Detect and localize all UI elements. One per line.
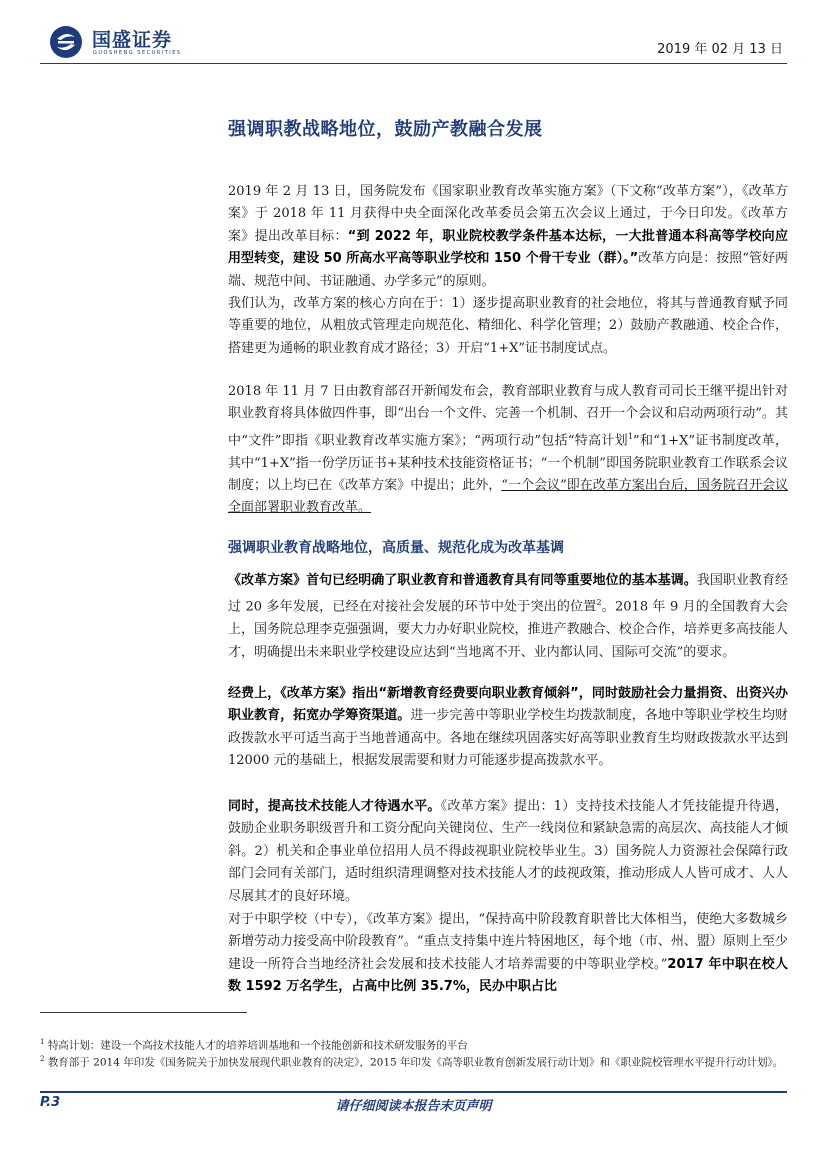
- paragraph-4: [228, 570, 788, 664]
- footnote-1-number: 1: [40, 1038, 45, 1046]
- p1-text-c: 改革方向是：按照“管好两端、规范中间、书证融通、办学多元”的原则。: [228, 251, 788, 289]
- p3-text-b: ”和“1+X”证书制度改革，其中“1+X”指一份学历证书+某种技术技能资格证书；“一个机制”即国务院职业教育工作联系会议制度；以上均已在《改革方案》中提出；此外，: [228, 433, 788, 493]
- report-date: 2019 年 02 月 13 日: [657, 42, 783, 57]
- paragraph-5: [228, 683, 788, 773]
- p7-bold-stat: 2017 年中职在校人数 1592 万名学生，占高中比例 35.7%，民办中职占比: [228, 956, 788, 995]
- page-title: 强调职教战略地位，鼓励产教融合发展: [228, 119, 543, 140]
- footnote-2-text: 教育部于 2014 年印发《国务院关于加快发展现代职业教育的决定》，2015 年印发《高等职业教育创新发展行动计划》和《职业院校管理水平提升行动计划》。: [47, 1056, 784, 1069]
- p4-text-a: 我国职业教育经过 20 多年发展，已经在对接社会发展的环节中处于突出的位置: [228, 573, 788, 615]
- footnote-ref-2[interactable]: 2: [596, 598, 602, 608]
- p6-text-a: 《改革方案》提出：1）支持技术技能人才凭技能提升待遇，鼓励企业职务职级晋升和工资分配向关键岗位、生产一线岗位和紧缺急需的高层次、高技能人才倾斜。2）机关和企事业单位招用人员不得歧视职业院校毕业生。3）国务院人力资源社会保障行政部门会同有关部门，适时组织清理调整对技术技能人才的歧视政策，推动形成人人皆可成才、人人尽展其才的良好环境。: [228, 799, 788, 904]
- brand-name: 国盛证券: [92, 29, 173, 51]
- paragraph-3: [228, 381, 788, 520]
- page-header: [40, 20, 787, 64]
- footnote-2: [40, 1051, 787, 1072]
- guosheng-logo-icon: [48, 24, 84, 60]
- page-number: P.3: [40, 1095, 61, 1110]
- p1-text-a: 2019 年 2 月 13 日，国务院发布《国家职业教育改革实施方案》（下文称“改革方案”），《改革方案》于 2018 年 11 月获得中央全面深化改革委员会第五次会议上通过，于今日印发。《改革方案》提出改革目标：: [228, 184, 788, 244]
- paragraph-6: [228, 796, 788, 908]
- paragraph-2: 我们认为，改革方案的核心方向在于：1）逐步提高职业教育的社会地位，将其与普通教育赋予同等重要的地位，从粗放式管理走向规范化、精细化、科学化管理；2）鼓励产教融通、校企合作，搭建更为通畅的职业教育成才路径；3）开启“1+X”证书制度试点。: [228, 296, 788, 356]
- p4-text-c: 。2018 年 9 月的全国教育大会上，国务院总理李克强强调，要大力办好职业院校，推进产教融合、校企合作，培养更多高技能人才，明确提出未来职业学校建设应达到“当地离不开、业内都认同、国际可交流”的要求。: [228, 599, 788, 660]
- p1-bold-goal: “到 2022 年，职业院校教学条件基本达标，一大批普通本科高等学校向应用型转变，建设 50 所高水平高等职业学校和 150 个骨干专业（群）。”: [228, 228, 788, 267]
- footer-disclaimer[interactable]: 请仔细阅读本报告末页声明: [335, 1099, 492, 1114]
- paragraph-1: [228, 181, 788, 293]
- footnote-divider: [40, 1012, 247, 1013]
- p3-text-a: 2018 年 11 月 7 日由教育部召开新闻发布会，教育部职业教育与成人教育司司长王继平提出针对职业教育将具体做四件事，即“出台一个文件、完善一个机制、召开一个会议和启动两项行动”。其中“文件”即指《职业教育改革实施方案》；“两项行动”包括“特高计划: [228, 384, 788, 449]
- section-heading: 强调职业教育战略地位，高质量、规范化成为改革基调: [228, 540, 564, 556]
- p3-underlined-text: “一个会议”即在改革方案出台后，国务院召开会议全面部署职业教育改革。: [228, 477, 788, 516]
- paragraph-7: [228, 909, 788, 999]
- brand-subtitle: GUOSHENG SECURITIES: [93, 50, 182, 56]
- p5-bold-lead: 经费上，《改革方案》指出“新增教育经费要向职业教育倾斜”，同时鼓励社会力量捐资、出资兴办职业教育，拓宽办学筹资渠道。: [228, 686, 788, 724]
- p6-bold-lead: 同时，提高技术技能人才待遇水平。: [228, 799, 441, 814]
- p4-bold-lead: 《改革方案》首句已经明确了职业教育和普通教育具有同等重要地位的基本基调。: [228, 573, 697, 588]
- footnote-ref-1[interactable]: 1: [627, 431, 634, 441]
- p5-text-a: 进一步完善中等职业学校生均拨款制度，各地中等职业学校生均财政拨款水平可适当高于当地普通高中。各地在继续巩固落实好高等职业教育生均财政拨款水平达到 12000 元的基础上，根据发展需要和财力可能逐步提高拨款水平。: [228, 708, 788, 769]
- p7-text-a: 对于中职学校（中专），《改革方案》提出，“保持高中阶段教育职普比大体相当，使绝大多数城乡新增劳动力接受高中阶段教育”。“重点支持集中连片特困地区，每个地（市、州、盟）原则上至少建设一所符合当地经济社会发展和技术技能人才培养需要的中等职业学校。”: [228, 912, 788, 972]
- footnote-1-text: 特高计划：建设一个高技术技能人才的培养培训基地和一个技能创新和技术研发服务的平台: [47, 1039, 468, 1052]
- footer-divider: [40, 1091, 787, 1093]
- footnote-2-number: 2: [40, 1055, 45, 1063]
